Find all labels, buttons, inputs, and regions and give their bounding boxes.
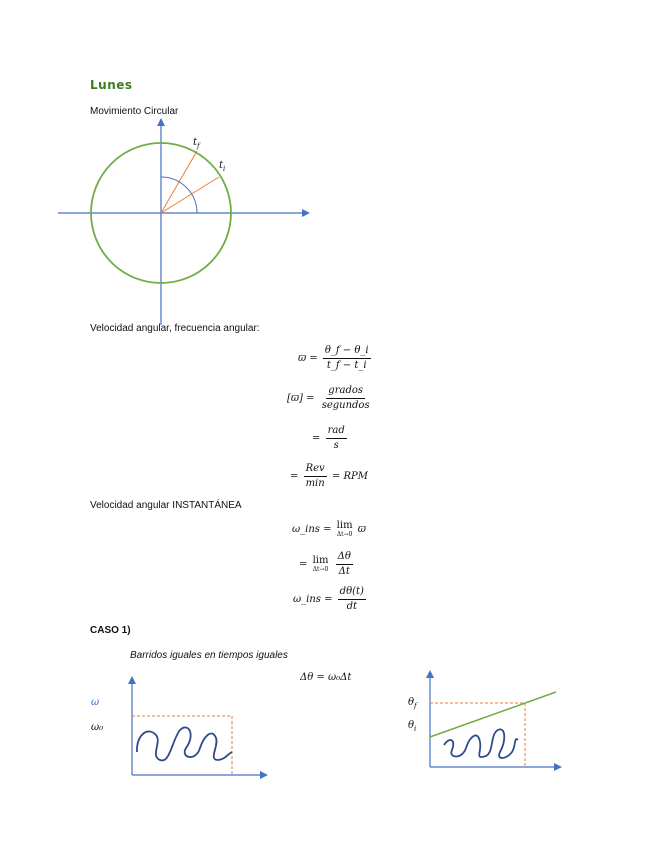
equation-average-omega: ϖ = $\frac{\theta\_f - \theta\_i}{t\_f - t\_i}$ <box>298 345 369 371</box>
equation-instant-omega-limit: ω_ins = lim Δt→0 ϖ <box>292 520 366 538</box>
section-heading-case-1: CASO 1) <box>90 625 131 636</box>
angle-arc <box>161 177 197 213</box>
circle <box>91 143 231 283</box>
label-theta-f: $\theta_f$ <box>408 697 417 710</box>
equation-delta-theta: Δθ = ω₀Δt <box>300 672 352 683</box>
radius-ti <box>161 177 219 213</box>
graph1-y-arrow-icon <box>128 676 136 684</box>
equation-omega-units: [ϖ] = $\frac{\text{grados}}{\text{segundos}}$ <box>287 385 370 411</box>
label-omega: ω <box>91 697 100 708</box>
graph1-scribble <box>137 727 232 760</box>
label-ti: $t_i$ <box>219 160 226 173</box>
graph2-x-arrow-icon <box>554 763 562 771</box>
equation-rad-per-s: = $\frac{\text{rad}}{s}$ <box>312 425 345 451</box>
section-heading-instantaneous-velocity: Velocidad angular INSTANTÁNEA <box>90 500 242 511</box>
radius-tf <box>161 151 197 213</box>
x-axis-arrow-icon <box>302 209 310 217</box>
equation-derivative: ω_ins = $\frac{d\theta(t)}{dt}$ <box>293 586 364 612</box>
label-theta-i: $\theta_i$ <box>408 720 417 733</box>
equation-limit-delta: = lim Δt→0 $\frac{\Delta\theta}{\Delta t}$ <box>299 551 351 577</box>
label-tf: $t_f$ <box>193 137 200 150</box>
equation-rpm: = $\frac{\text{Rev}}{\min}$ = RPM <box>290 463 368 489</box>
case-subtitle: Barridos iguales en tiempos iguales <box>130 650 288 661</box>
graph2-scribble <box>444 729 518 758</box>
page-title: Lunes <box>90 78 133 92</box>
section-heading-circular-motion: Movimiento Circular <box>90 106 179 117</box>
graph1-x-arrow-icon <box>260 771 268 779</box>
graph2-y-arrow-icon <box>426 670 434 678</box>
y-axis-arrow-icon <box>157 118 165 126</box>
section-heading-angular-velocity: Velocidad angular, frecuencia angular: <box>90 323 260 334</box>
graph2-theta-line <box>430 692 556 737</box>
label-omega0: ω₀ <box>91 722 104 733</box>
